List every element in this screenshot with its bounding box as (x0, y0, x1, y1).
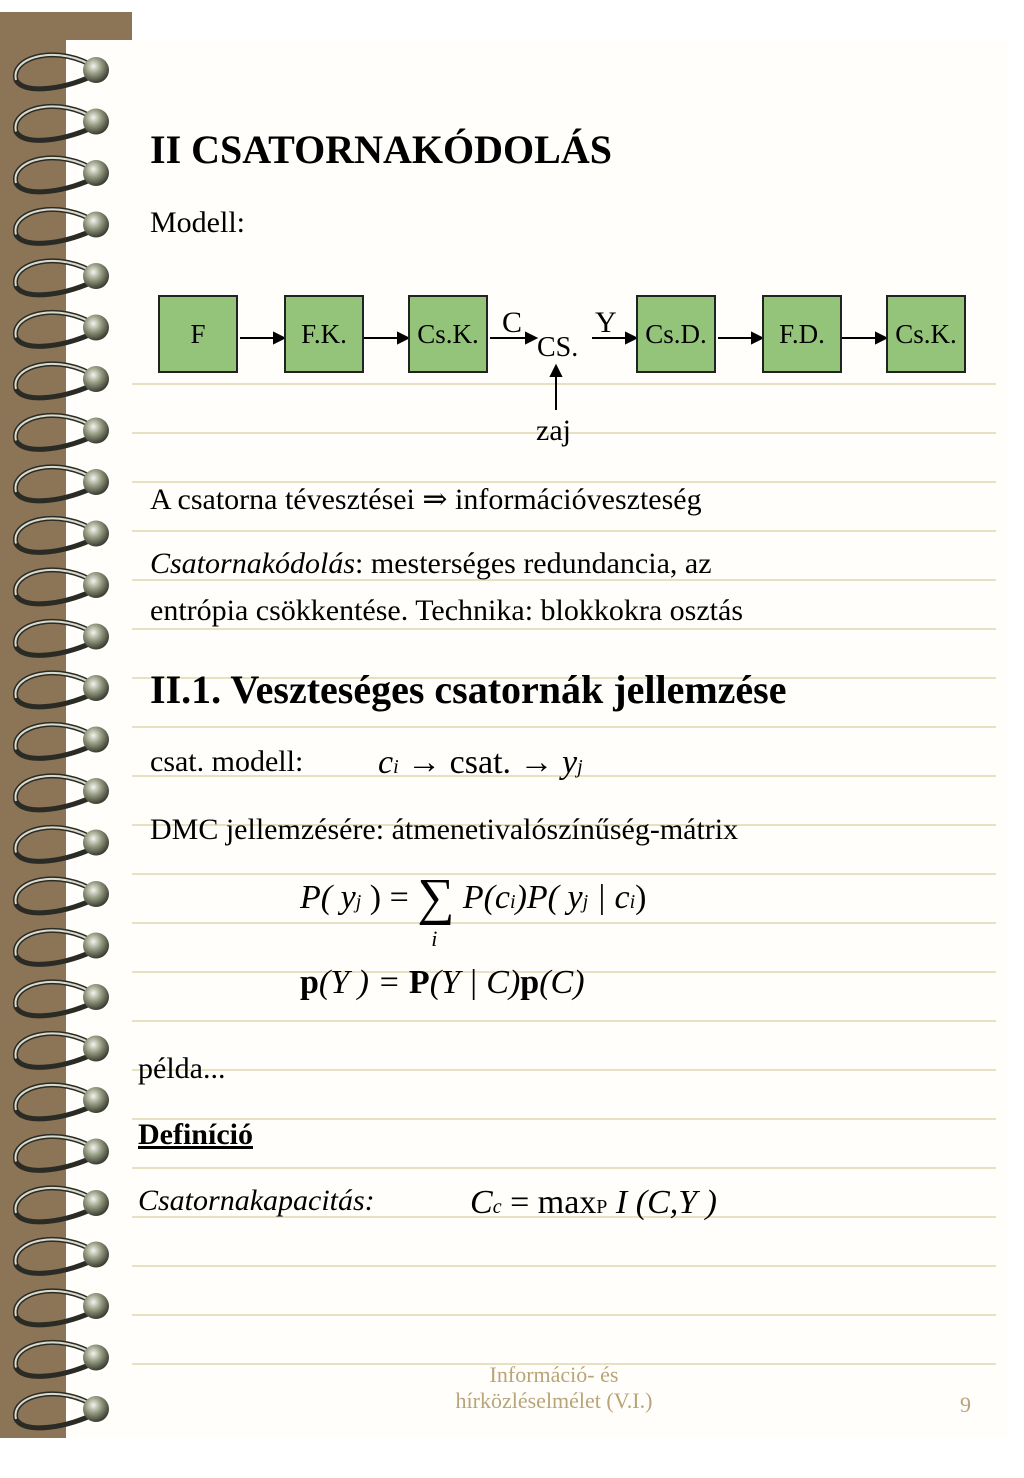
channel-coding-definition-line2: entrópia csökkentése. Technika: blokkokra osztás (150, 594, 743, 627)
page-number: 9 (960, 1392, 971, 1417)
capacity-formula: Cc = maxP I (C,Y ) (470, 1184, 717, 1221)
capacity-label: Csatornakapacitás: (138, 1184, 375, 1217)
example-text: példa... (138, 1052, 226, 1085)
channel-coding-definition (150, 547, 712, 581)
footer-course (414, 1362, 694, 1414)
source-decoder-box: F.D. (762, 295, 842, 373)
equation-1: P( yj ) = ∑ i P(ci)P( yj | ci) (300, 869, 647, 951)
model-label: Modell: (150, 206, 245, 239)
sink-box: Cs.K. (886, 295, 966, 373)
model-line-label: csat. modell: (150, 745, 304, 778)
definition-text: : mesterséges redundancia, az (355, 547, 712, 580)
definition-heading: Definíció (138, 1118, 253, 1151)
model-line-formula: ci → csat. → yj (378, 744, 583, 781)
source-encoder-box: F.K. (284, 295, 364, 373)
term: Csatornakódolás (150, 547, 356, 580)
source-box: F (158, 295, 238, 373)
label-y: Y (595, 306, 617, 339)
equation-2: p(Y ) = P(Y | C)p(C) (300, 964, 585, 1001)
channel-decoder-box: Cs.D. (636, 295, 716, 373)
label-c: C (502, 306, 523, 339)
channel-encoder-box: Cs.K. (408, 295, 488, 373)
channel-diagram (0, 0, 1024, 460)
page-title: II CSATORNAKÓDOLÁS (150, 127, 612, 172)
footer-line1: Információ- és (489, 1362, 619, 1387)
section-heading: II.1. Veszteséges csatornák jellemzése (150, 667, 787, 712)
dmc-text: DMC jellemzésére: átmenetivalószínűség-mátrix (150, 813, 739, 846)
channel-label: CS. (537, 332, 579, 363)
channel-errors-text: A csatorna tévesztései ⇒ információveszteség (150, 483, 702, 516)
footer-line2: hírközléselmélet (V.I.) (455, 1388, 653, 1413)
noise-label: zaj (536, 414, 571, 447)
